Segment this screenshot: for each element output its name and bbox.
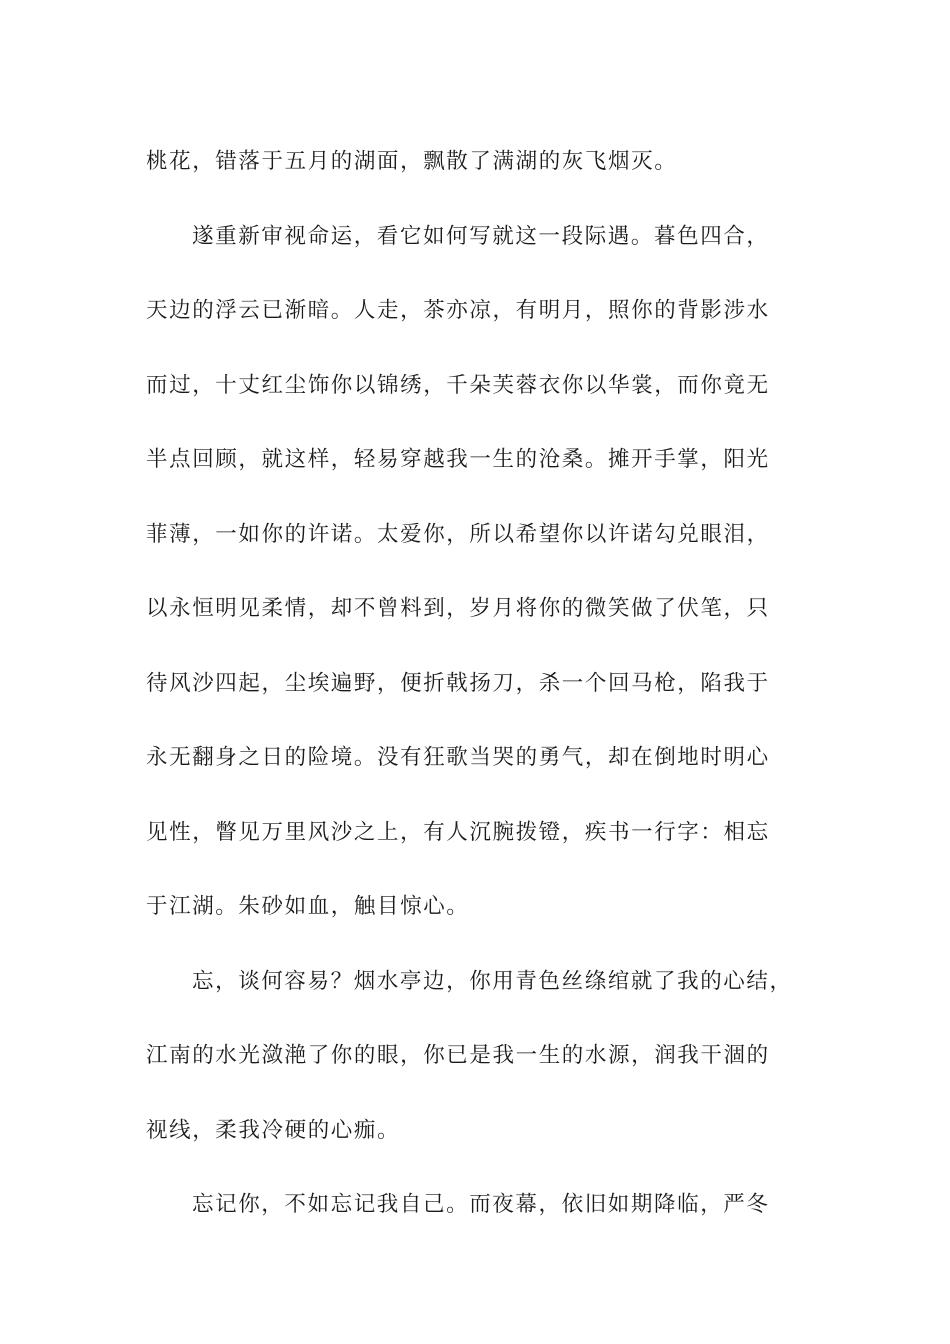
body-text — [146, 125, 806, 1243]
text-line-13: 江南的水光潋滟了你的眼，你已是我一生的水源，润我干涸的 — [146, 1043, 770, 1068]
text-line-9: 永无翻身之日的险境。没有狂歌当哭的勇气，却在倒地时明心 — [146, 745, 770, 770]
text-line-4: 而过，十丈红尘饰你以锦绣，千朵芙蓉衣你以华裳，而你竟无 — [146, 372, 770, 398]
text-line-8: 待风沙四起，尘埃遍野，便折戟扬刀，杀一个回马枪，陷我于 — [146, 670, 770, 696]
text-line-14: 视线，柔我冷硬的心痂。 — [146, 1117, 401, 1143]
text-line-7: 以永恒明见柔情，却不曾料到，岁月将你的微笑做了伏笔，只 — [146, 596, 770, 621]
text-line-12-paragraph-start: 忘，谈何容易？烟水亭边，你用青色丝绦绾就了我的心结， — [192, 968, 793, 994]
text-line-6: 菲薄，一如你的许诺。太爱你，所以希望你以许诺勾兑眼泪， — [146, 521, 770, 547]
text-line-2-paragraph-start: 遂重新审视命运，看它如何写就这一段际遇。暮色四合， — [192, 223, 770, 249]
text-line-10: 见性，瞥见万里风沙之上，有人沉腕拨镫，疾书一行字：相忘 — [146, 819, 770, 845]
text-line-1: 桃花，错落于五月的湖面，飘散了满湖的灰飞烟灭。 — [146, 149, 678, 174]
text-line-11: 于江湖。朱砂如血，触目惊心。 — [146, 894, 470, 919]
text-line-3: 天边的浮云已渐暗。人走，茶亦凉，有明月，照你的背影涉水 — [146, 298, 770, 323]
text-line-5: 半点回顾，就这样，轻易穿越我一生的沧桑。摊开手掌，阳光 — [146, 447, 770, 472]
text-line-15-paragraph-start: 忘记你，不如忘记我自己。而夜幕，依旧如期降临，严冬 — [192, 1192, 770, 1217]
